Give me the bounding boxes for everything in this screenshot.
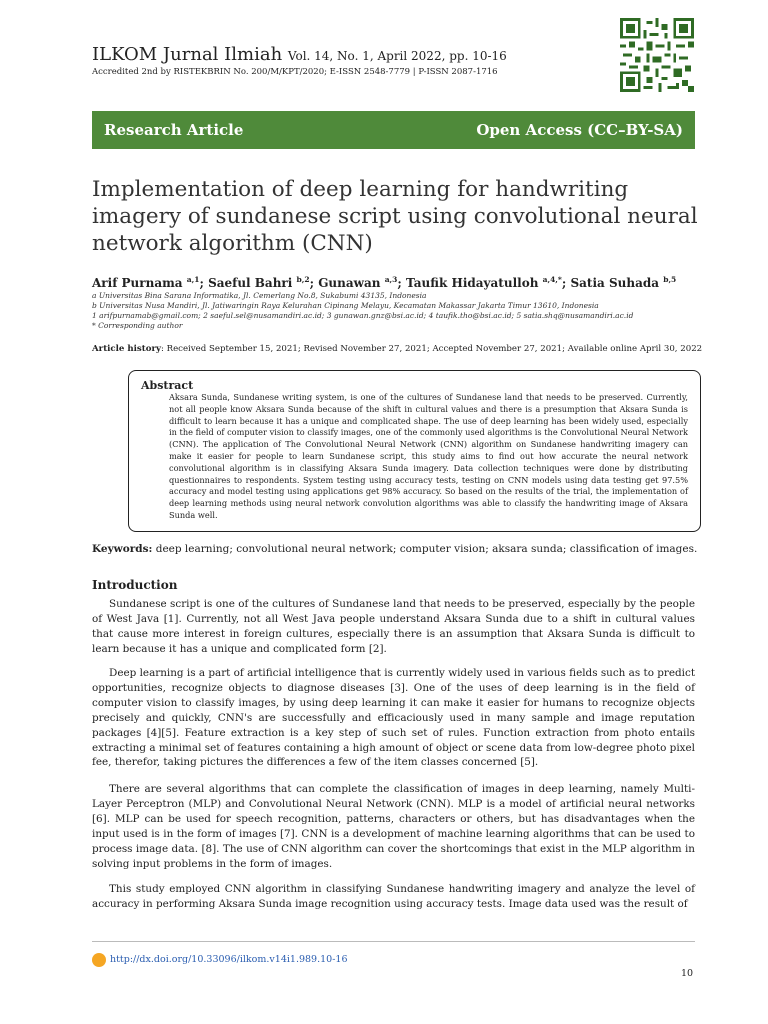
introduction-heading: Introduction <box>92 578 178 592</box>
keywords-line <box>92 543 712 555</box>
author-sup: a,3 <box>384 275 398 284</box>
page-number: 10 <box>681 968 694 979</box>
accreditation-line: Accredited 2nd by RISTEKBRIN No. 200/M/KPT/2020; E-ISSN 2548-7779 | P-ISSN 2087-1716 <box>92 67 498 77</box>
keywords-label: Keywords: <box>92 543 153 555</box>
journal-title <box>92 44 507 65</box>
author-name: Taufik Hidayatulloh <box>406 276 539 290</box>
keywords-text: deep learning; convolutional neural network; computer vision; aksara sunda; classification of images. <box>152 543 698 555</box>
author-name: Arif Purnama <box>92 276 183 290</box>
volume-info: Vol. 14, No. 1, April 2022, pp. 10-16 <box>287 49 507 63</box>
author-emails: 1 arifpurnamab@gmail.com; 2 saeful.sel@nusamandiri.ac.id; 3 gunawan.gnz@bsi.ac.id; 4 taufik.tho@bsi.ac.id; 5 satia.shq@nusamandiri.ac.id <box>92 311 634 320</box>
intro-paragraph-4: This study employed CNN algorithm in classifying Sundanese handwriting imagery and analyze the level of accuracy in performing Aksara Sunda image recognition using accuracy tests. Image data used was the result of <box>92 883 695 910</box>
author-sup: a,1 <box>186 275 200 284</box>
journal-name: ILKOM Jurnal Ilmiah <box>92 44 283 65</box>
article-banner <box>92 111 695 149</box>
article-type-label: Research Article <box>104 121 244 139</box>
footer-divider <box>92 941 695 942</box>
author-name: Satia Suhada <box>570 276 660 290</box>
history-label: Article history <box>92 344 161 354</box>
author-sup: a,4,* <box>542 275 562 284</box>
corresponding-note: * Corresponding author <box>92 321 183 330</box>
author-sup: b,2 <box>296 275 310 284</box>
qr-code-icon <box>620 18 694 92</box>
history-dates: : Received September 15, 2021; Revised November 27, 2021; Accepted November 27, 2021; Available online April 30, 2022 <box>160 344 703 354</box>
abstract-heading: Abstract <box>141 379 194 392</box>
intro-paragraph-2: Deep learning is a part of artificial intelligence that is currently widely used in various fields such as to predict opportunities, recognize objects to diagnose diseases [3]. One of the uses of deep learning is in the field of computer vision to classify images, by using deep learning it can make it easier for humans to recognize objects precisely and quickly, CNN's are successfully and efficaciously used in many sample and image reputation packages [4][5]. Feature extraction is a key step of such set of rules. Function extraction from photo entails extracting a minimal set of features containing a high amount of object or scene data from low-degree photo pixel fee, therefor, taking pictures the differences a few of the item classes concerned [5]. <box>92 667 695 769</box>
intro-paragraph-3: There are several algorithms that can complete the classification of images in deep learning, namely Multi-Layer Perceptron (MLP) and Convolutional Neural Network (CNN). MLP is a model of artificial neural networks [6]. MLP can be used for speech recognition, patterns, characters or others, but has disadvantages when the input used is in the form of images [7]. CNN is a development of machine learning algorithms that can be used to process image data. [8]. The use of CNN algorithm can cover the shortcomings that exist in the MLP algorithm in solving input problems in the form of images. <box>92 783 695 870</box>
intro-paragraph-1: Sundanese script is one of the cultures of Sundanese land that needs to be preserved, especially by the people of West Java [1]. Currently, not all West Java people understand Aksara Sunda due to a shift in cultural values that cause more interest in foreign cultures, especially there is an assumption that Aksara Sunda is difficult to learn because it has a unique and complicated form [2]. <box>92 598 695 655</box>
abstract-box <box>128 370 701 532</box>
article-history <box>92 344 702 354</box>
doi-icon <box>92 953 106 967</box>
open-access-label: Open Access (CC–BY-SA) <box>476 121 683 139</box>
author-sup: b,5 <box>663 275 677 284</box>
abstract-text: Aksara Sunda, Sundanese writing system, is one of the cultures of Sundanese land that needs to be preserved. Currently, not all people know Aksara Sunda because of the shift in cultural values and there is a presumption that Aksara Sunda is difficult to learn because it has a unique and complicated shape. The use of deep learning has been widely used, especially in the field of computer vision to classify images, one of the commonly used algorithms is the Convolutional Neural Network (CNN). The application of The Convolutional Neural Network (CNN) algorithm on Sundanese handwriting imagery can make it easier for people to learn Sundanese script, this study aims to find out how accurate the neural network convolutional algorithm is in classifying Aksara Sunda imagery. Data collection techniques were done by distributing questionnaires to respondents. System testing using accuracy tests, testing on CNN models using data testing get 97.5% accuracy and model testing using applications get 98% accuracy. So based on the results of the trial, the implementation of deep learning methods using neural network convolution algorithms was able to classify the handwriting image of Aksara Sunda well. <box>169 392 688 520</box>
paper-title: Implementation of deep learning for handwriting imagery of sundanese script using convolutional neural network algorithm (CNN) <box>92 177 698 256</box>
doi-link[interactable]: http://dx.doi.org/10.33096/ilkom.v14i1.989.10-16 <box>110 954 348 965</box>
author-name: Gunawan <box>318 276 381 290</box>
affiliation-b: b Universitas Nusa Mandiri, Jl. Jatiwaringin Raya Kelurahan Cipinang Melayu, Kecamatan Makassar Jakarta Timur 13610, Indonesia <box>92 301 599 310</box>
author-name: Saeful Bahri <box>208 276 293 290</box>
author-list: Arif Purnama $^{a,1}$; Saeful Bahri $^{b,2}$; Gunawan $^{a,3}$; Taufik Hidayatulloh $^{a,4,*}$; Satia Suhada $^{b,5}$ <box>92 275 677 290</box>
affiliation-a: a Universitas Bina Sarana Informatika, Jl. Cemerlang No.8, Sukabumi 43135, Indonesia <box>92 291 427 300</box>
